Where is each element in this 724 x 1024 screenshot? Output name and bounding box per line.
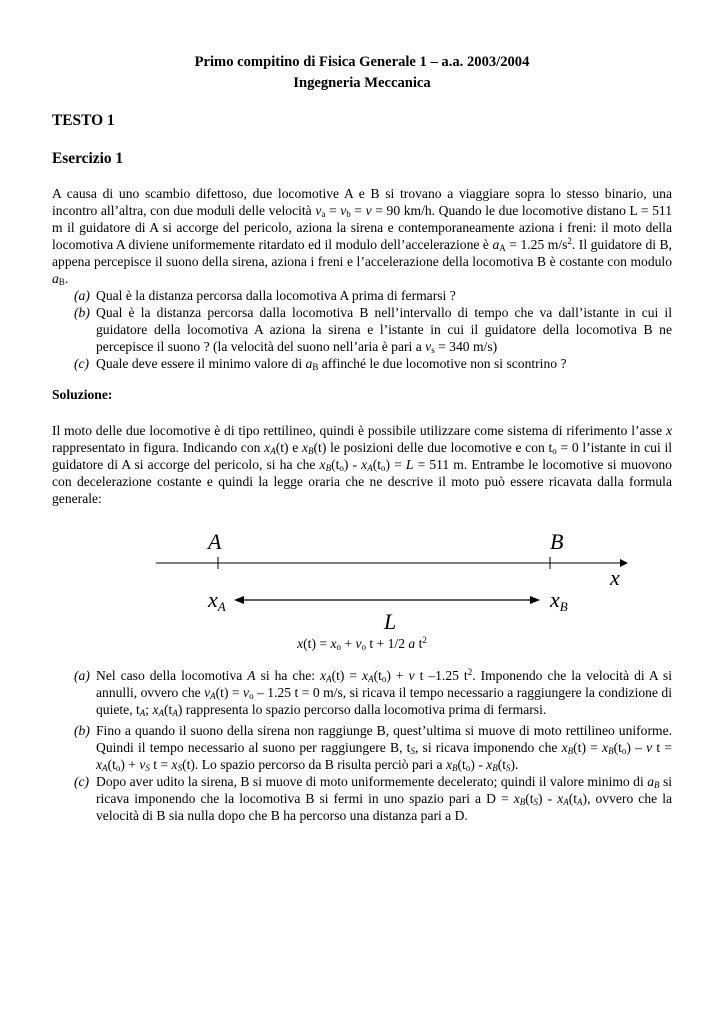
motion-formula: $x(t) = x_o + v_o$ t + 1/2 a $t^2$ xyxy=(297,635,427,652)
document-subtitle: Ingegneria Meccanica xyxy=(293,75,431,91)
solution-intro: Il moto delle due locomotive è di tipo rettilineo, quindi è possibile utilizzare come sistema di riferimento l’asse x rappresentato in figura. Indicando con $x_A(t)$ e $x_B(t)$ le posizioni delle due locomotive e con $t_o = 0$ l’istante in cui il guidatore di A si accorge del pericolo, si ha che $x_B(t_o) - x_A(t_o) = L = 511$ m. Entrambe le locomotive si muovono con decelerazione costante e quindi la legge oraria che ne descrive il moto può essere ricavata dalla formula generale: xyxy=(52,423,672,506)
exercise-heading: Esercizio 1 xyxy=(52,150,124,167)
label-b: B xyxy=(550,529,564,554)
problem-text-1: A causa di uno scambio difettoso, due locomotive A e B si trovano a viaggiare sopra lo stesso binario, una incontro all’altra, con due moduli delle velocità xyxy=(52,186,672,218)
locomotive-diagram xyxy=(150,525,630,635)
question-b-text: Qual è la distanza percorsa dalla locomotiva B nell’intervallo di tempo che va dall’istante in cui il guidatore della locomotiva A aziona la sirena e l’istante in cui il guidatore della locomotiva B ne percepisce il suono ? (la velocità del suono nell’aria è pari a $v_s = 340$ m/s) xyxy=(96,305,672,355)
problem-text-2: = 90 km/h. Quando le due locomotive distano L = 511 m il guidatore di A si accorge del pericolo, aziona la sirena e contemporaneamente aziona i freni: il moto della locomotiva A diviene uniformemente ritardato ed il modulo dell’accelerazione è xyxy=(52,202,673,252)
solution-heading: Soluzione: xyxy=(52,387,113,402)
document-title: Primo compitino di Fisica Generale 1 – a.a. 2003/2004 xyxy=(194,54,530,70)
label-xa: xA xyxy=(208,587,226,614)
test-heading: TESTO 1 xyxy=(52,112,115,129)
label-l: L xyxy=(384,609,397,634)
problem-accel-a: = 1.25 m/s xyxy=(509,236,568,252)
question-b-label: (b) xyxy=(74,305,90,320)
question-a-label: (a) xyxy=(74,288,90,303)
question-c-label: (c) xyxy=(74,356,90,371)
problem-statement: A causa di uno scambio difettoso, due locomotive A e B si trovano a viaggiare sopra lo stesso binario, una incontro all’altra, con due moduli delle velocità $v_a = v_b = v = 90$ km/h. Quando le due locomotive distano L = 511 m il guidatore di A si accorge del pericolo, aziona la sirena e contemporaneamente aziona i freni: il moto della locomotiva A diviene uniformemente ritardato ed il modulo dell’accelerazione è $a_A = 1.25$ $m/s^2$. Il guidatore di B, appena percepisce il suono della sirena, aziona i freni e l’accelerazione della locomotiva B è costante con modulo $a_B$. xyxy=(52,186,673,287)
question-a-text: Qual è la distanza percorsa dalla locomotiva A prima di fermarsi ? xyxy=(96,288,456,303)
question-c-text: Quale deve essere il minimo valore di $a_B$ affinché le due locomotive non si scontrino ? xyxy=(96,356,567,372)
axis-label-x: x xyxy=(610,565,620,590)
label-a: A xyxy=(208,529,222,554)
label-xb: xB xyxy=(550,587,568,614)
x-axis-arrowhead xyxy=(620,559,628,567)
problem-text-3: . Il guidatore di B, appena percepisce il suono della sirena, aziona i freni e l’accelerazione della locomotiva B è costante con modulo xyxy=(52,236,673,269)
